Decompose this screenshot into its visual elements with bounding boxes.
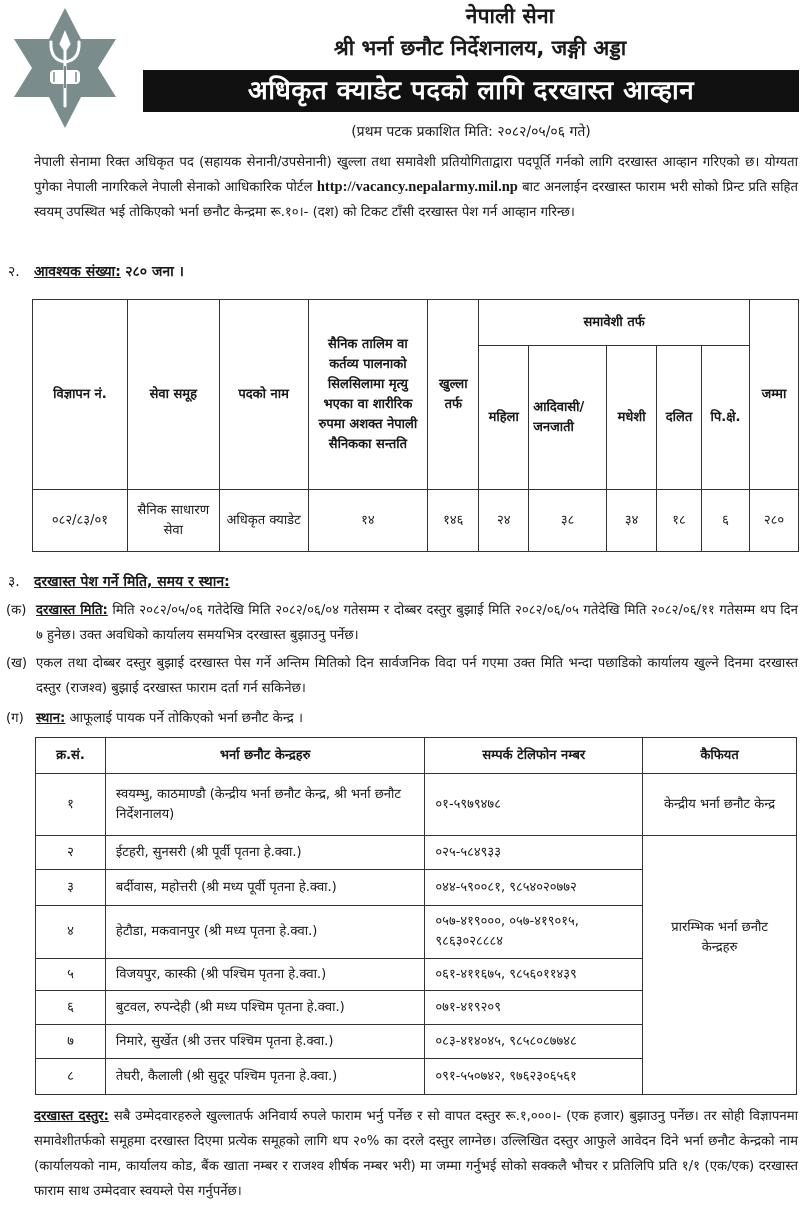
vacancy-portal-link[interactable]: http://vacancy.nepalarmy.mil.np bbox=[316, 179, 518, 195]
header-ad-no: विज्ञापन नं. bbox=[33, 300, 128, 490]
vacancy-table bbox=[32, 299, 799, 552]
cell-center: हेटौडा, मकवानपुर (श्री मध्य पृतना हे.क्वा.) bbox=[105, 906, 425, 959]
cell-remarks-central: केन्द्रीय भर्ना छनौट केन्द्र bbox=[643, 774, 797, 836]
cell-phone: ०६१-४११६७५, ९८५६०११४३९ bbox=[425, 959, 643, 991]
cell-total: २८० bbox=[749, 490, 798, 552]
header-remarks: कैफियत bbox=[643, 738, 797, 774]
header-service-group: सेवा समूह bbox=[127, 300, 219, 490]
cell-sn: ६ bbox=[36, 991, 106, 1025]
cell-indigenous: ३८ bbox=[529, 490, 607, 552]
header-backward-region: पि.क्षे. bbox=[702, 346, 750, 490]
location-label: स्थान: bbox=[36, 711, 66, 726]
header-martyr-quota: सैनिक तालिम वा कर्तव्य पालनाको सिलसिलामा मृत्यु भएका वा शारीरिक रुपमा अशक्त नेपाली सैनिकका सन्तति bbox=[308, 300, 428, 490]
org-name: नेपाली सेना bbox=[465, 4, 555, 28]
cell-sn: १ bbox=[36, 774, 106, 836]
header-sn: क्र.सं. bbox=[36, 738, 106, 774]
section-2 bbox=[8, 260, 184, 285]
cell-phone: ०१-५९७९४७८ bbox=[425, 774, 643, 836]
published-date: (प्रथम पटक प्रकाशित मिति: २०८२/०५/०६ गते) bbox=[351, 124, 591, 140]
cell-phone: ०९१-५५०७४२, ९७६२३०६५६१ bbox=[425, 1059, 643, 1095]
directorate-name: श्री भर्ना छनौट निर्देशनालय, जङ्गी अड्डा bbox=[333, 36, 627, 60]
application-date-label: दरखास्त मिति: bbox=[36, 603, 108, 618]
section-3a-body bbox=[36, 598, 798, 648]
cell-women: २४ bbox=[479, 490, 529, 552]
application-date-text: मिति २०८२/०५/०६ गतेदेखि मिति २०८२/०६/०४ गतेसम्म र दोब्बर दस्तुर बुझाई मिति २०८२/०६/०५ गतेदेखि मिति २०८२/०६/११ गतेसम्म थप दिन ७ हुनेछ। उक्त अवधिको कार्यालय समयभित्र दरखास्त बुझाउनु पर्नेछ। bbox=[36, 603, 798, 643]
cell-phone: ०७१-४१९२०९ bbox=[425, 991, 643, 1025]
section-3a-marker: (क) bbox=[6, 603, 27, 618]
nepal-army-logo-icon bbox=[6, 6, 124, 130]
section-1 bbox=[8, 150, 798, 225]
table-row bbox=[33, 490, 799, 552]
section-3b bbox=[6, 651, 798, 701]
header-open: खुल्ला तर्फ bbox=[428, 300, 479, 490]
cell-center: बुटवल, रुपन्देही (श्री मध्य पश्चिम पृतना हे.क्वा.) bbox=[105, 991, 425, 1025]
cell-sn: ५ bbox=[36, 959, 106, 991]
section-4 bbox=[8, 1104, 798, 1204]
cell-remarks-primary: प्रारम्भिक भर्ना छनौट केन्द्रहरु bbox=[643, 836, 797, 1095]
section-3c bbox=[6, 706, 303, 731]
header-madhesi: मधेशी bbox=[607, 346, 657, 490]
cell-sn: ४ bbox=[36, 906, 106, 959]
table-row bbox=[36, 836, 797, 870]
header-dalit: दलित bbox=[657, 346, 702, 490]
cell-open: १४६ bbox=[428, 490, 479, 552]
cell-ad-no: ०८२/८३/०१ bbox=[33, 490, 128, 552]
section-1-text-b: बाट अनलाईन दरखास्त फाराम भरी सोको प्रिन्ट प्रति सहित स्वयम् उपस्थित भई तोकिएको भर्ना छनौट केन्द्रमा रू.१०।- (दश) को टिकट टाँसी दरखास्त पेश गर्न आव्हान गरिन्छ। bbox=[34, 180, 799, 220]
cell-center: तेघरी, कैलाली (श्री सुदूर पश्चिम पृतना हे.क्वा.) bbox=[105, 1059, 425, 1095]
section-3a bbox=[6, 598, 798, 648]
section-3b-text: एकल तथा दोब्बर दस्तुर बुझाई दरखास्त पेस गर्ने अन्तिम मितिको दिन सार्वजनिक विदा पर्न गएमा उक्त मिति भन्दा पछाडिको कार्यालय खुल्ने दिनमा दरखास्त दस्तुर (राजश्व) बुझाई दरखास्त फाराम दर्ता गर्न सकिनेछ। bbox=[36, 656, 798, 696]
cell-phone: ०२५-५८४९३३ bbox=[425, 836, 643, 870]
section-4-number bbox=[8, 1104, 34, 1129]
header-phone: सम्पर्क टेलिफोन नम्बर bbox=[425, 738, 643, 774]
table-row bbox=[36, 774, 797, 836]
section-3-heading bbox=[8, 570, 230, 595]
section-3c-marker: (ग) bbox=[6, 711, 24, 726]
cell-post-name: अधिकृत क्याडेट bbox=[219, 490, 308, 552]
cell-sn: ८ bbox=[36, 1059, 106, 1095]
notice-title: अधिकृत क्याडेट पदको लागि दरखास्त आव्हान bbox=[143, 70, 799, 112]
cell-center: ईटहरी, सुनसरी (श्री पूर्वी पृतना हे.क्वा.) bbox=[105, 836, 425, 870]
application-fee-label: दरखास्त दस्तुर: bbox=[34, 1109, 109, 1124]
section-1-number bbox=[8, 150, 34, 175]
cell-center: विजयपुर, कास्की (श्री पश्चिम पृतना हे.क्वा.) bbox=[105, 959, 425, 991]
required-count-value: २८० जना । bbox=[125, 264, 184, 280]
section-3c-body bbox=[36, 706, 303, 731]
header-total: जम्मा bbox=[749, 300, 798, 490]
section-3-number: ३. bbox=[8, 574, 20, 590]
cell-phone: ०८३-४१४०४५, ९८५८०८७७४८ bbox=[425, 1025, 643, 1059]
cell-martyr-quota: १४ bbox=[308, 490, 428, 552]
cell-center: बर्दीवास, महोत्तरी (श्री मध्य पूर्वी पृतना हे.क्वा.) bbox=[105, 870, 425, 906]
location-text: आफूलाई पायक पर्ने तोकिएको भर्ना छनौट केन्द्र । bbox=[69, 711, 303, 726]
cell-madhesi: ३४ bbox=[607, 490, 657, 552]
header-inclusive: समावेशी तर्फ bbox=[479, 300, 750, 346]
header-center: भर्ना छनौट केन्द्रहरु bbox=[105, 738, 425, 774]
cell-phone: ०५७-४१९०००, ०५७-४१९०१५, ९८६३०२८८८४ bbox=[425, 906, 643, 959]
cell-sn: ३ bbox=[36, 870, 106, 906]
cell-sn: २ bbox=[36, 836, 106, 870]
header-indigenous: आदिवासी/ जनजाती bbox=[529, 346, 607, 490]
section-3b-marker: (ख) bbox=[6, 656, 28, 671]
section-2-number: २. bbox=[8, 264, 20, 280]
cell-sn: ७ bbox=[36, 1025, 106, 1059]
cell-phone: ०४४-५९००८१, ९८५४०२०७७२ bbox=[425, 870, 643, 906]
application-fee-text: सबै उम्मेदवारहरुले खुल्लातर्फ अनिवार्य रुपले फाराम भर्नु पर्नेछ र सो वापत दस्तुर रू.१,०००।- (एक हजार) बुझाउनु पर्नेछ। तर सोही विज्ञापनमा समावेशीतर्फको समूहमा दरखास्त दिएमा प्रत्येक समूहको लागि थप २०% का दरले दस्तुर लाग्नेछ। उल्लिखित दस्तुर आफुले आवेदन दिने भर्ना छनौट केन्द्रको नाम (कार्यालयको नाम, कार्यालय कोड, बैंक खाता नम्बर र राजश्व शीर्षक नम्बर भरी) मा जम्मा गर्नुभई सोको सक्कलै भौचर र प्रतिलिपि प्रति १/१ (एक/एक) दरखास्त फाराम साथ उम्मेदवार स्वयम्ले पेस गर्नुपर्नेछ। bbox=[34, 1109, 798, 1199]
header-post-name: पदको नाम bbox=[219, 300, 308, 490]
cell-dalit: १८ bbox=[657, 490, 702, 552]
header-women: महिला bbox=[479, 346, 529, 490]
cell-center: निमारे, सुर्खेत (श्री उत्तर पश्चिम पृतना हे.क्वा.) bbox=[105, 1025, 425, 1059]
centers-table bbox=[35, 737, 797, 1095]
required-count-label: आवश्यक संख्या: bbox=[34, 264, 121, 280]
section-1-text-a: नेपाली सेनामा रिक्त अधिकृत पद (सहायक सेनानी/उपसेनानी) खुल्ला तथा समावेशी प्रतियोगिताद्वारा पदपूर्ति गर्नको लागि दरखास्त आव्हान गरिएको छ। योग्यता पुगेका नेपाली नागरिकले नेपाली सेनाको आधिकारिक पोर्टल bbox=[34, 155, 798, 195]
section-3-title: दरखास्त पेश गर्ने मिति, समय र स्थान: bbox=[34, 574, 230, 590]
cell-service-group: सैनिक साधारण सेवा bbox=[127, 490, 219, 552]
cell-center: स्वयम्भु, काठमाण्डौ (केन्द्रीय भर्ना छनौट केन्द्र, श्री भर्ना छनौट निर्देशनालय) bbox=[105, 774, 425, 836]
cell-backward-region: ६ bbox=[702, 490, 750, 552]
section-3b-body bbox=[36, 651, 798, 701]
